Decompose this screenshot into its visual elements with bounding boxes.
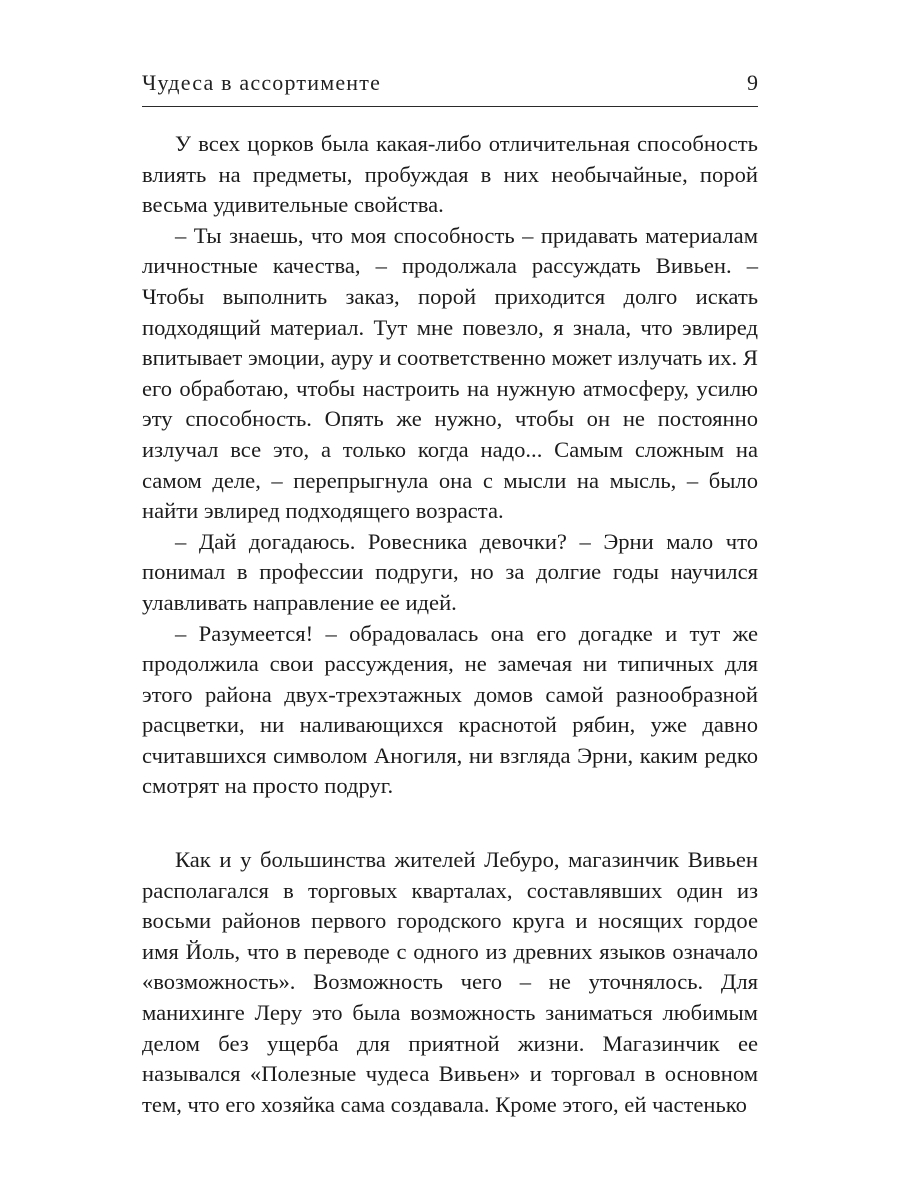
paragraph-2: – Ты знаешь, что моя способность – придавать материалам личностные качества, – продолжала рассуждать Вивьен. – Чтобы выполнить заказ, порой приходится долго искать подходящий материал. Тут мне повезло, я знала, что эвлиред впитывает эмоции, ауру и соответственно может излучать их. Я его обработаю, чтобы настроить на нужную атмосферу, усилю эту способность. Опять же нужно, чтобы он не постоянно излучал все это, а только когда надо... Самым сложным на самом деле, – перепрыгнула она с мысли на мысль, – было найти эвлиред подходящего возраста. <box>142 222 758 524</box>
paragraph-3: – Дай догадаюсь. Ровесника девочки? – Эрни мало что понимал в профессии подруги, но за долгие годы научился улавливать направление ее идей. <box>142 528 758 615</box>
page-number: 9 <box>747 70 758 95</box>
running-title: Чудеса в ассортименте <box>142 70 382 95</box>
running-header <box>142 64 758 107</box>
paragraph-4: – Разумеется! – обрадовалась она его догадке и тут же продолжила свои рассуждения, не замечая ни типичных для этого района двух-трехэтажных домов самой разнообразной расцветки, ни наливающихся краснотой рябин, уже давно считавшихся символом Аногиля, ни взгляда Эрни, каким редко смотрят на просто подруг. <box>142 620 758 799</box>
paragraph-5: Как и у большинства жителей Лебуро, магазинчик Вивьен располагался в торговых кварталах, составлявших один из восьми районов первого городского круга и носящих гордое имя Йоль, что в переводе с одного из древних языков означало «возможность». Возможность чего – не уточнялось. Для манихинге Леру это была возможность заниматься любимым делом без ущерба для приятной жизни. Магазинчик ее назывался «Полезные чудеса Вивьен» и торговал в основном тем, что его хозяйка сама создавала. Кроме этого, ей частенько <box>142 847 758 1117</box>
text-block-upper <box>142 129 758 802</box>
text-block-lower <box>142 845 758 1120</box>
paragraph-1: У всех цорков была какая-либо отличительная способность влиять на предметы, пробуждая в них необычайные, порой весьма удивительные свойства. <box>142 131 758 218</box>
